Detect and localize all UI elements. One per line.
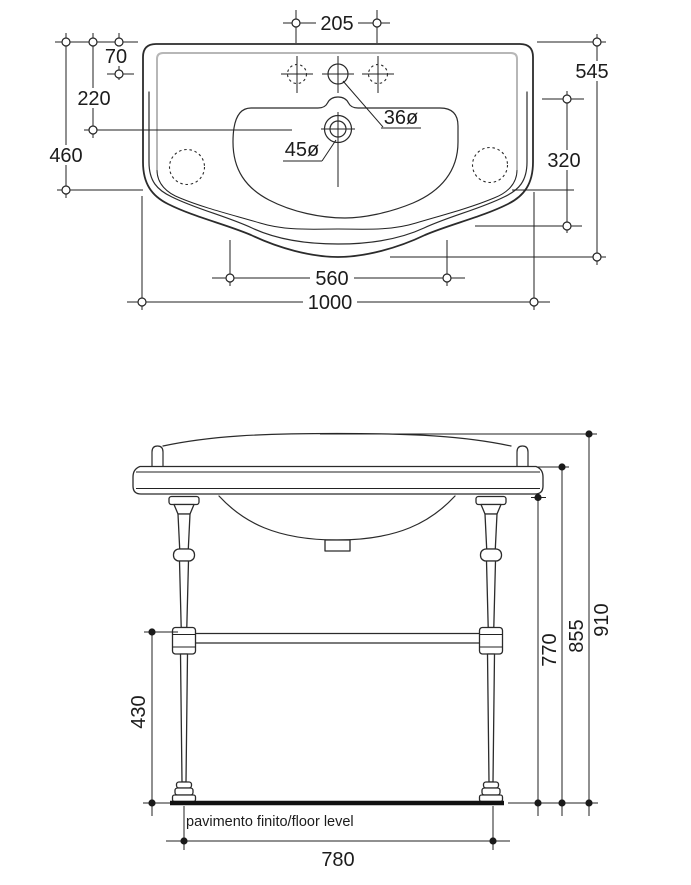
- dim-tap-spacing: [283, 10, 390, 43]
- deck-hole-right-icon: [473, 148, 508, 183]
- towel-rail: [196, 634, 480, 644]
- upstand-post-right: [517, 446, 528, 466]
- dim-label-780: 780: [321, 849, 355, 871]
- front-view: [128, 430, 613, 871]
- dim-front-span: [212, 240, 465, 290]
- bowl-front-curve: [219, 496, 455, 540]
- dim-overall-width: [127, 190, 574, 314]
- faucet-hole-left-icon: [281, 56, 313, 93]
- dim-label-460: 460: [49, 145, 83, 167]
- drain-stub: [325, 540, 350, 551]
- leader-drain-diameter: [283, 139, 336, 161]
- backsplash-curve: [163, 434, 511, 447]
- dim-label-36dia: 36ø: [383, 107, 419, 129]
- drain-hole-icon: [321, 112, 355, 187]
- dim-label-205: 205: [320, 13, 354, 35]
- dim-label-320: 320: [547, 150, 581, 172]
- dim-label-70: 70: [104, 46, 128, 68]
- deck-hole-left-icon: [170, 150, 205, 185]
- dim-label-220: 220: [77, 88, 111, 110]
- dim-label-770: 770: [539, 633, 561, 667]
- leader-tap-diameter: [343, 81, 421, 129]
- leg-left: [169, 497, 199, 802]
- dim-rail-height: [128, 628, 178, 816]
- console-deck: [133, 467, 543, 495]
- dim-label-45dia: 45ø: [284, 139, 320, 161]
- basin-rim-line: [157, 53, 517, 170]
- dim-right-chain: [390, 34, 614, 265]
- faucet-hole-right-icon: [362, 56, 394, 93]
- upstand-post-left: [152, 446, 163, 466]
- top-view: [44, 10, 614, 314]
- dim-label-1000: 1000: [307, 292, 353, 314]
- leg-right: [476, 497, 506, 802]
- dim-label-910: 910: [591, 603, 613, 637]
- floor-level-label: pavimento finito/floor level: [186, 814, 354, 830]
- dim-label-560: 560: [315, 268, 349, 290]
- dim-left-chain: [44, 33, 292, 198]
- dim-label-430: 430: [128, 695, 150, 729]
- dim-label-855: 855: [566, 619, 588, 653]
- basin-bowl-outline: [233, 97, 458, 218]
- dim-label-545: 545: [575, 61, 609, 83]
